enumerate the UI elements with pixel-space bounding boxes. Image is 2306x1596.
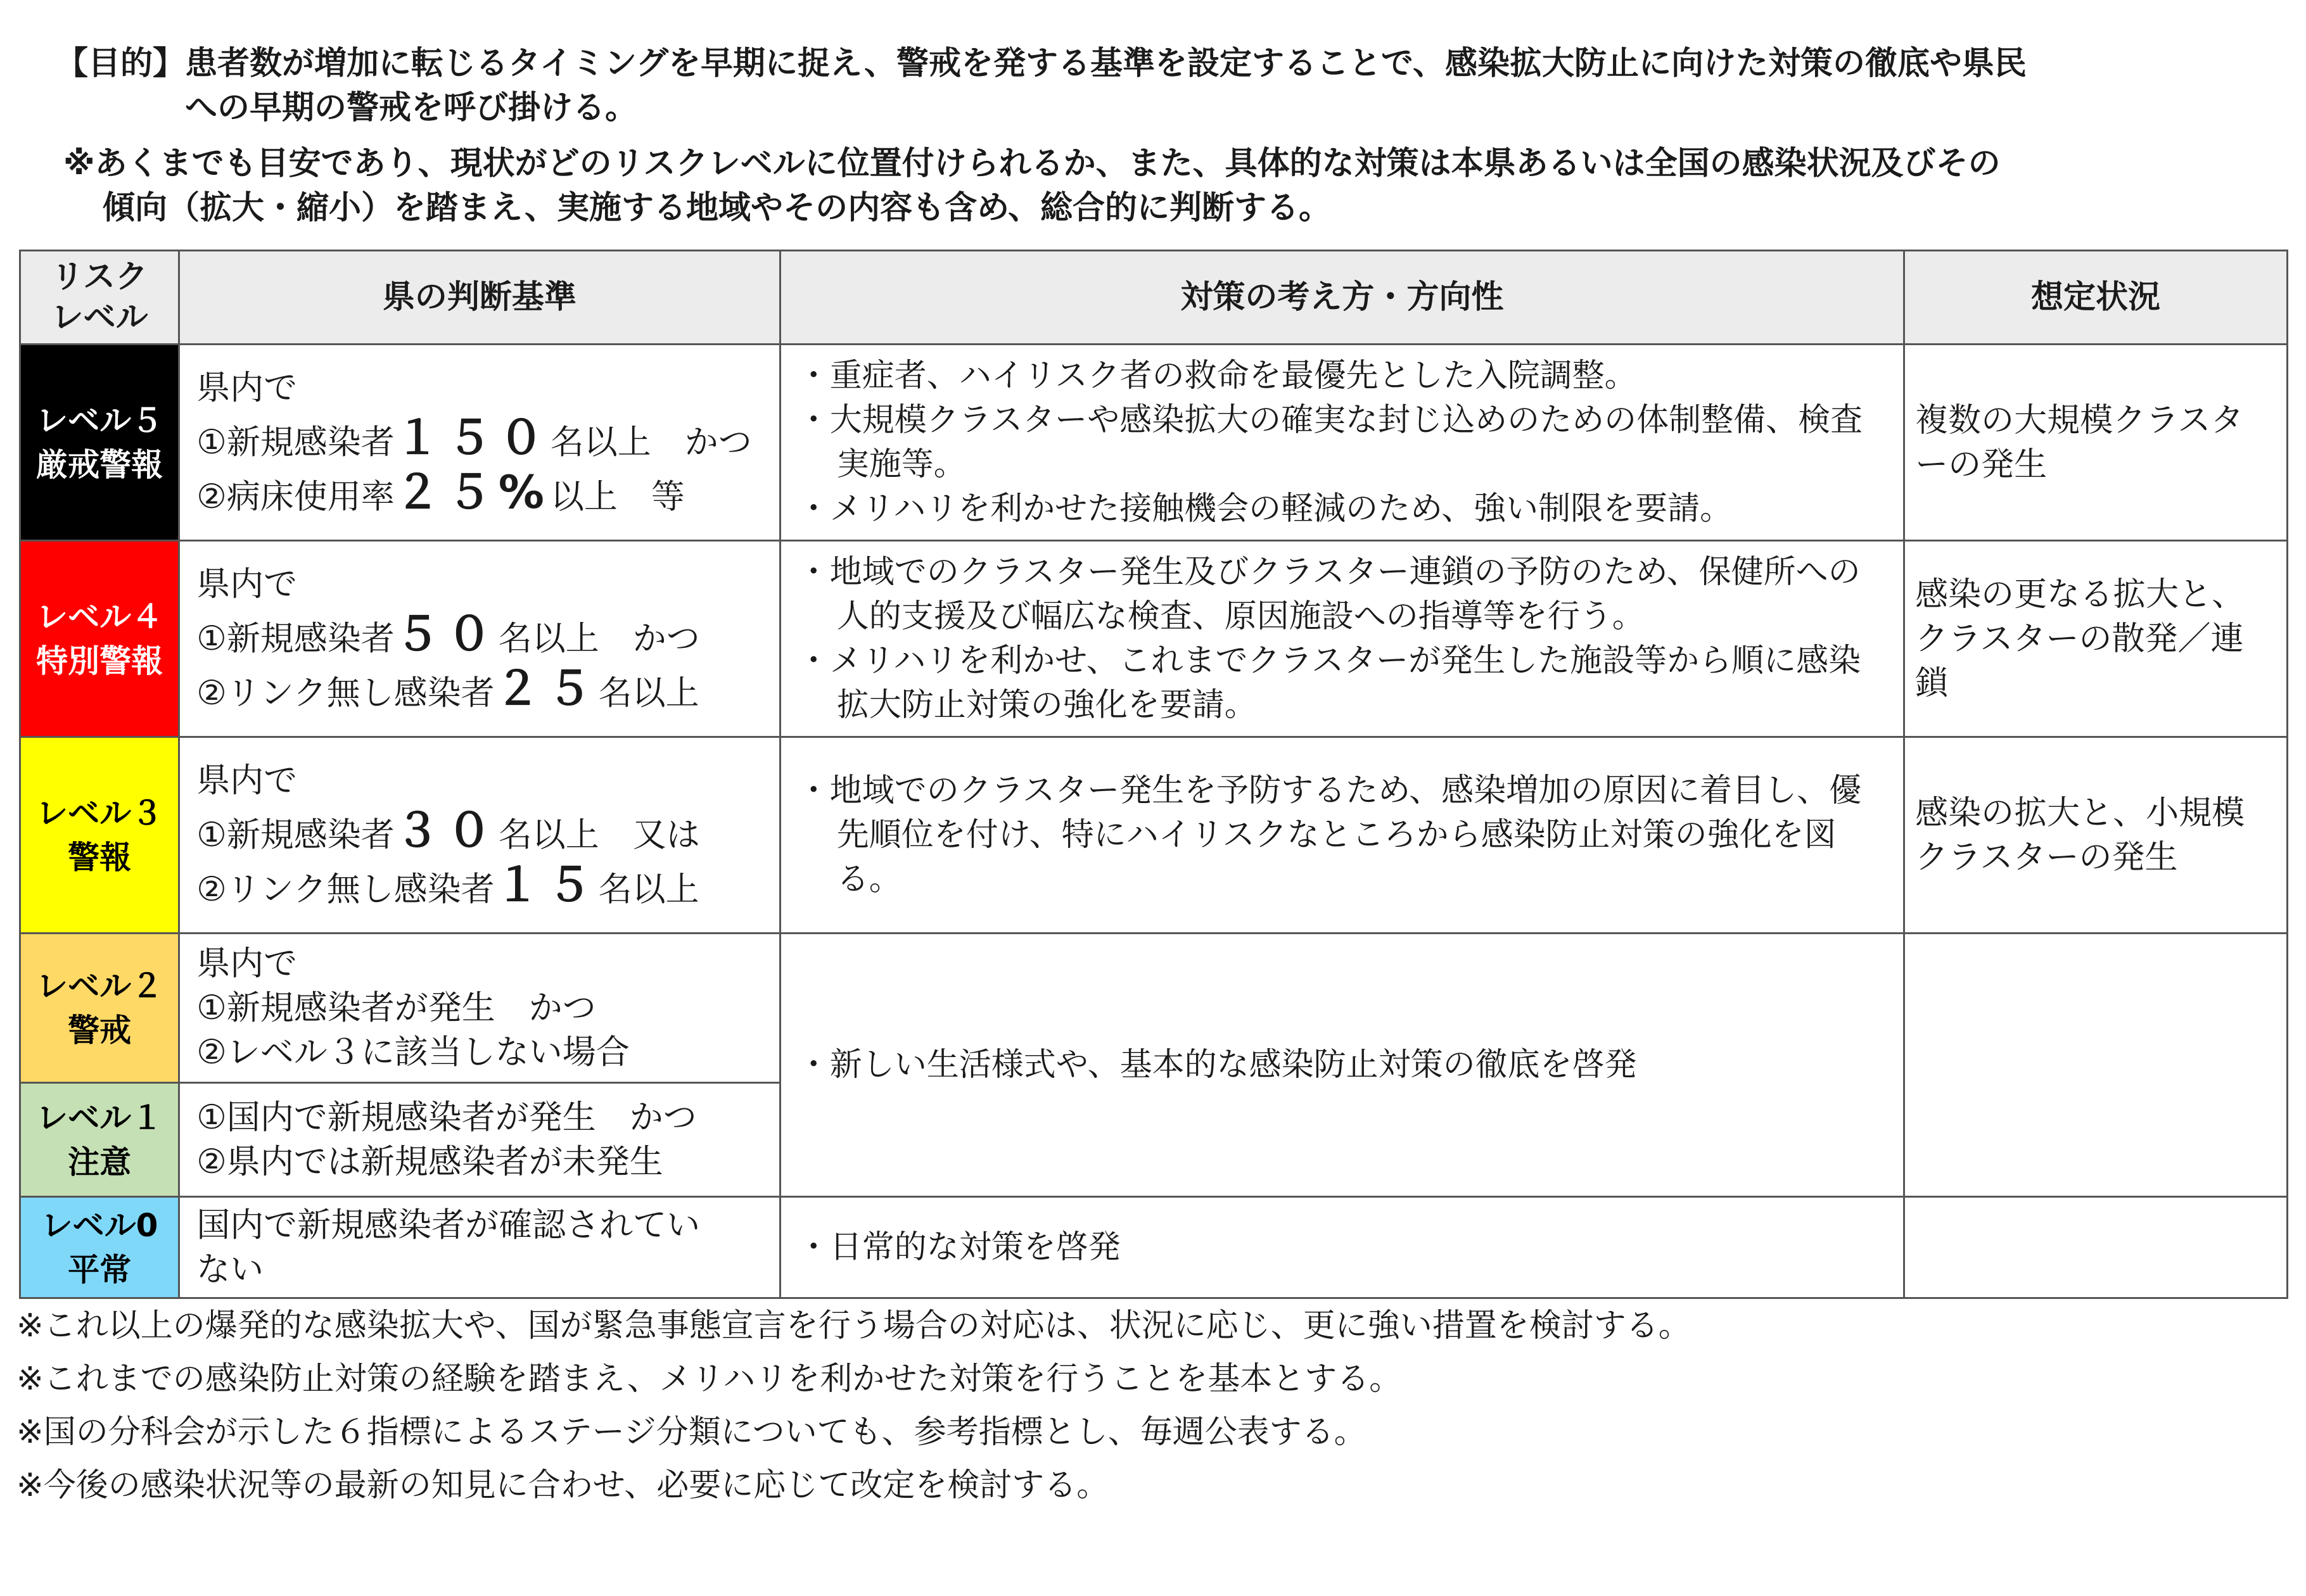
footer-notes	[16, 1300, 2272, 1512]
header-policy: 対策の考え方・方向性	[780, 251, 1904, 345]
level-5-criteria: 県内で ①新規感染者１５０名以上 かつ ②病床使用率２５%以上 等	[179, 345, 780, 541]
threshold-number: １５０	[394, 410, 551, 464]
level-5-cell: レベル５ 厳戒警報	[20, 345, 179, 541]
level-2-criteria: 県内で ①新規感染者が発生 かつ ②レベル３に該当しない場合	[179, 934, 780, 1083]
disclaimer-note	[63, 142, 2243, 231]
purpose-line-2: への早期の警戒を呼び掛ける。	[185, 89, 638, 127]
level-1-criteria: ①国内で新規感染者が発生 かつ ②県内では新規感染者が未発生	[179, 1083, 780, 1197]
threshold-number: ３０	[394, 803, 499, 857]
table-row-level-0	[20, 1197, 2288, 1298]
table-row-level-4	[20, 541, 2288, 737]
level-2-cell: レベル２ 警戒	[20, 934, 179, 1083]
level-0-situation	[1904, 1197, 2288, 1298]
level-4-cell: レベル４ 特別警報	[20, 541, 179, 737]
table-row-level-5	[20, 345, 2288, 541]
level-3-policy	[780, 737, 1904, 934]
level-4-policy	[780, 541, 1904, 737]
level-3-situation: 感染の拡大と、小規模クラスターの発生	[1904, 737, 2288, 934]
level-0-cell: レベル0 平常	[20, 1197, 179, 1298]
level-5-policy	[780, 345, 1904, 541]
level-1-cell: レベル１ 注意	[20, 1083, 179, 1197]
level-3-cell: レベル３ 警報	[20, 737, 179, 934]
policy-item: ・地域でのクラスター発生及びクラスター連鎖の予防のため、保健所への人的支援及び幅広な検査、原因施設への指導等を行う。	[797, 553, 1861, 635]
policy-item: ・重症者、ハイリスク者の救命を最優先とした入院調整。	[797, 357, 1637, 395]
note-line-1: ※あくまでも目安であり、現状がどのリスクレベルに位置付けられるか、また、具体的な対策は本県あるいは全国の感染状況及びその	[63, 145, 2001, 182]
level-2-1-situation	[1904, 934, 2288, 1197]
header-situation: 想定状況	[1904, 251, 2288, 345]
purpose-tag: 【目的】	[56, 45, 186, 82]
purpose-text	[185, 42, 2288, 130]
footer-note: ※国の分科会が示した６指標によるステージ分類についても、参考指標とし、毎週公表する。	[16, 1414, 1366, 1451]
table-row-level-3	[20, 737, 2288, 934]
table-header-row	[20, 251, 2288, 345]
risk-level-table	[19, 250, 2288, 1299]
threshold-number: ５０	[394, 607, 499, 661]
level-5-situation: 複数の大規模クラスターの発生	[1904, 345, 2288, 541]
threshold-number: １５	[494, 858, 599, 911]
level-4-criteria: 県内で ①新規感染者５０名以上 かつ ②リンク無し感染者２５名以上	[179, 541, 780, 737]
level-0-policy: ・日常的な対策を啓発	[780, 1197, 1904, 1298]
threshold-number: ２５	[494, 661, 599, 715]
table-row-level-2	[20, 934, 2288, 1083]
note-line-2: 傾向（拡大・縮小）を踏まえ、実施する地域やその内容も含め、総合的に判断する。	[103, 189, 1332, 227]
policy-item: ・地域でのクラスター発生を予防するため、感染増加の原因に着目し、優先順位を付け、特にハイリスクなところから感染防止対策の強化を図る。	[797, 771, 1862, 898]
level-3-criteria: 県内で ①新規感染者３０名以上 又は ②リンク無し感染者１５名以上	[179, 737, 780, 934]
policy-item: ・大規模クラスターや感染拡大の確実な封じ込めのための体制整備、検査実施等。	[797, 401, 1863, 483]
footer-note: ※これ以上の爆発的な感染拡大や、国が緊急事態宣言を行う場合の対応は、状況に応じ、更に強い措置を検討する。	[16, 1307, 1691, 1345]
policy-item: ・メリハリを利かせた接触機会の軽減のため、強い制限を要請。	[797, 490, 1733, 528]
level-4-situation: 感染の更なる拡大と、クラスターの散発／連鎖	[1904, 541, 2288, 737]
header-criteria: 県の判断基準	[179, 251, 780, 345]
header-risk-level: リスク レベル	[20, 251, 179, 345]
purpose-line-1: 患者数が増加に転じるタイミングを早期に捉え、警戒を発する基準を設定することで、感染拡大防止に向けた対策の徹底や県民	[185, 45, 2027, 82]
footer-note: ※これまでの感染防止対策の経験を踏まえ、メリハリを利かせた対策を行うことを基本とする。	[16, 1360, 1402, 1398]
footer-note: ※今後の感染状況等の最新の知見に合わせ、必要に応じて改定を検討する。	[16, 1467, 1109, 1504]
threshold-number: ２５%	[394, 465, 551, 519]
level-0-criteria: 国内で新規感染者が確認されてい ない	[179, 1197, 780, 1298]
level-2-1-policy: ・新しい生活様式や、基本的な感染防止対策の徹底を啓発	[780, 934, 1904, 1197]
policy-item: ・メリハリを利かせ、これまでクラスターが発生した施設等から順に感染拡大防止対策の強化を要請。	[797, 642, 1861, 724]
